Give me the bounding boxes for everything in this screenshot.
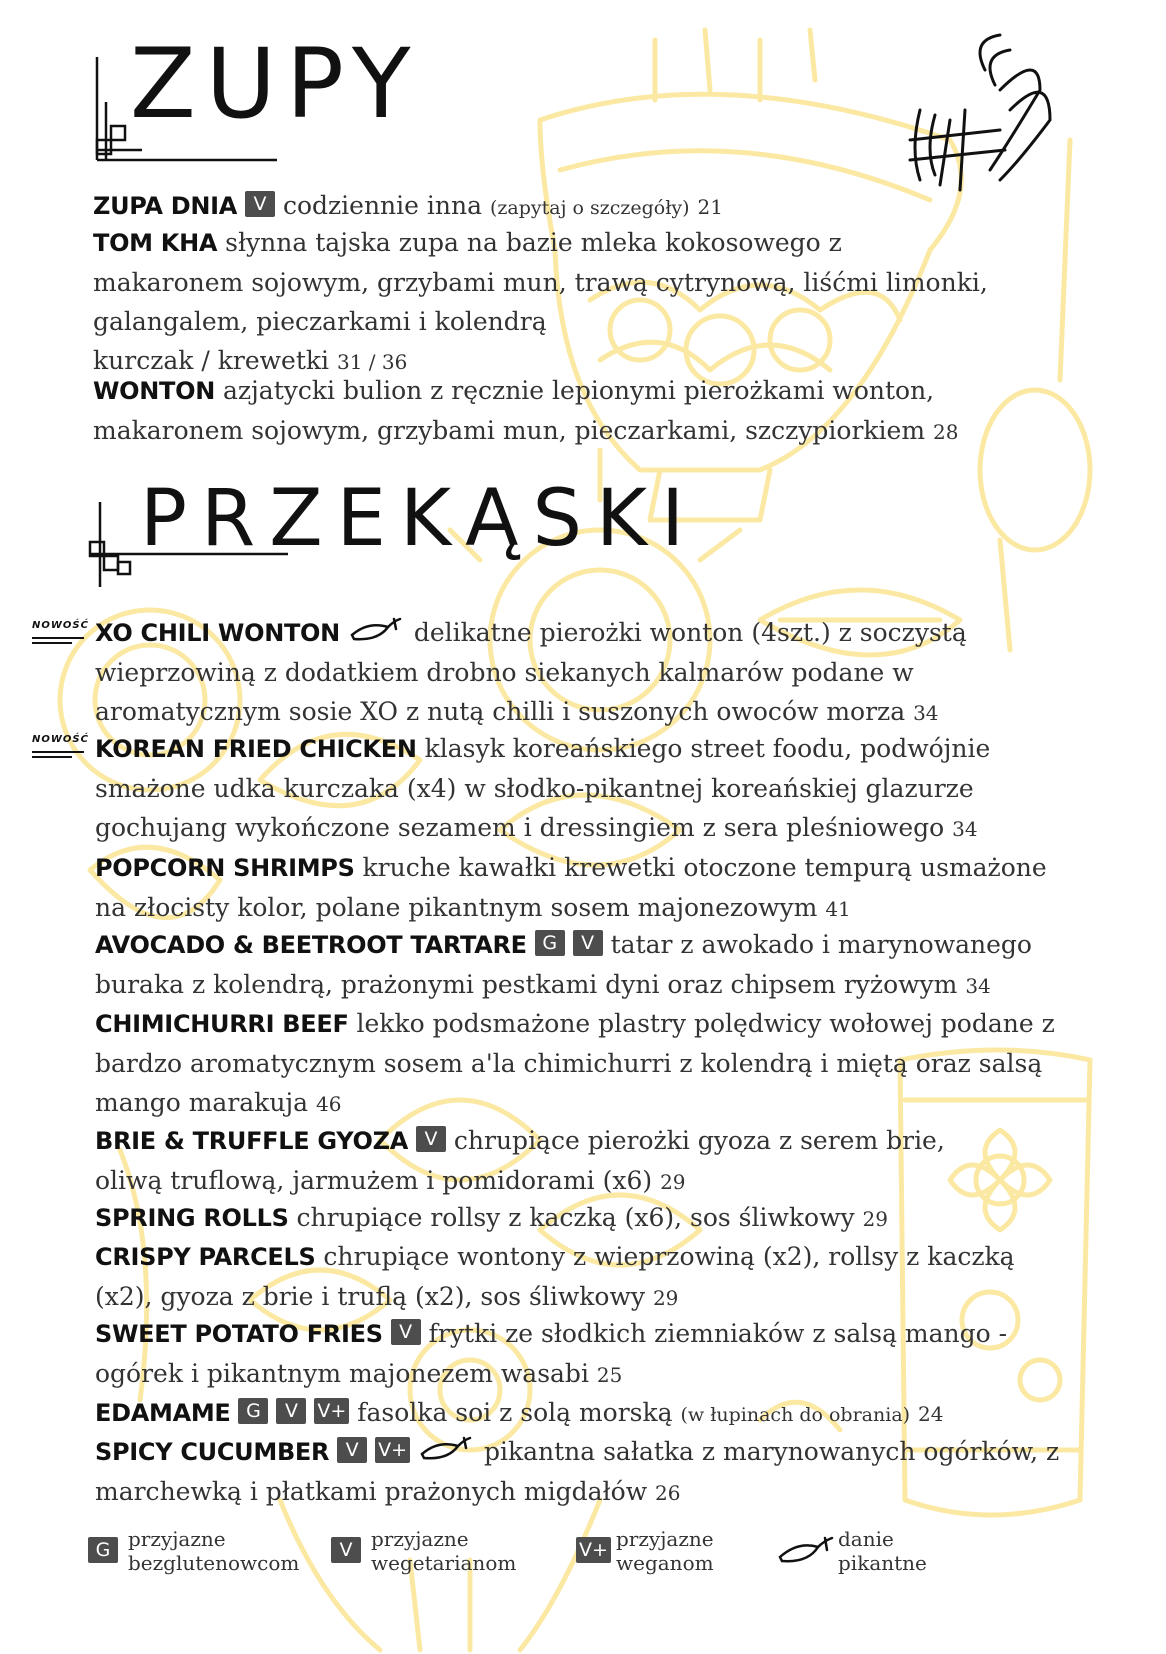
item-name: SPRING ROLLS [95,1204,289,1232]
vegetarian-badge: V [276,1398,306,1424]
menu-item-brie-truffle-gyoza [95,1121,995,1202]
item-description: fasolka soi z solą morską [357,1398,673,1427]
vegan-badge: V+ [576,1537,611,1563]
item-name: SPICY CUCUMBER [95,1438,330,1466]
item-description: codziennie inna [282,191,482,220]
item-name: SWEET POTATO FRIES [95,1320,383,1348]
legend-text: przyjazne bezglutenowcom [128,1527,300,1575]
menu-item-xo-chili-wonton [95,613,975,733]
item-price: 29 [652,1286,679,1310]
item-description: pikantna sałatka z marynowanych ogórków, z marchewką i płatkami prażonych migdałów [95,1437,1060,1506]
section-heading-zupy: ZUPY [130,28,421,140]
item-price: 34 [913,701,939,725]
item-price: 24 [918,1402,944,1426]
menu-item-edamame [95,1393,1095,1435]
menu-item-sweet-potato-fries [95,1314,1075,1395]
item-description: chrupiące wontony z wieprzowiną (x2), rollsy z kaczką (x2), gyoza z brie i truflą (x2), sos śliwkowy [95,1242,1015,1311]
item-description: kruche kawałki krewetki otoczone tempurą usmażone na złocisty kolor, polane pikantnym sosem majonezowym [95,853,1047,922]
legend-gluten-free [88,1527,328,1577]
item-price: 41 [825,897,851,921]
legend-spicy [776,1527,976,1577]
new-item-label: NOWOŚĆ [32,620,90,650]
legend-text: przyjazne wegetarianom [371,1527,517,1575]
item-note: (w łupinach do obrania) [680,1404,911,1426]
menu-item-spicy-cucumber [95,1432,1095,1513]
item-description: klasyk koreańskiego street foodu, podwójnie smażone udka kurczaka (x4) w słodko-pikantnej koreańskiej glazurze gochujang wykończone sezamem i dressingiem z sera pleśniowego [95,734,991,842]
vegetarian-badge: V [245,191,275,217]
item-name: POPCORN SHRIMPS [95,854,355,882]
gluten-free-badge: G [535,930,565,956]
section-heading-przekaski: PRZEKĄSKI [140,474,699,564]
item-description: tatar z awokado i marynowanego buraka z kolendrą, prażonymi pestkami dyni oraz chipsem ryżowym [95,930,1032,999]
menu-item-chimichurri-beef [95,1004,1085,1124]
menu-item-spring-rolls [95,1198,1075,1239]
item-price: 26 [655,1481,681,1505]
legend-vegetarian [331,1527,561,1577]
item-price: 46 [316,1092,342,1116]
legend-text: przyjazne weganom [616,1527,714,1575]
item-name: CHIMICHURRI BEEF [95,1010,349,1038]
item-price: 34 [965,974,991,998]
menu-item-korean-fried-chicken [95,729,1045,849]
vegan-badge: V+ [314,1398,349,1424]
legend-text: danie pikantne [838,1527,927,1575]
item-price: 25 [596,1363,623,1387]
menu-item-avocado-beetroot-tartare [95,925,1055,1006]
vegan-badge: V+ [375,1437,410,1463]
item-name: AVOCADO & BEETROOT TARTARE [95,931,527,959]
item-price: 28 [933,420,959,444]
item-description: chrupiące rollsy z kaczką (x6), sos śliwkowy [296,1203,855,1232]
gluten-free-badge: G [238,1398,268,1424]
item-price: 21 [697,195,723,219]
gluten-free-badge: G [88,1537,118,1563]
item-name: XO CHILI WONTON [95,619,340,647]
item-description: azjatycki bulion z ręcznie lepionymi pierożkami wonton, makaronem sojowym, grzybami mun, pieczarkami, szczypiorkiem [93,376,935,445]
item-name: BRIE & TRUFFLE GYOZA [95,1127,408,1155]
item-description: delikatne pierożki wonton (4szt.) z soczystą wieprzowiną z dodatkiem drobno siekanych kalmarów podane w aromatycznym sosie XO z nutą chilli i suszonych owoców morza [95,618,967,726]
item-price: 31 / 36 [336,350,408,374]
menu-item-wonton [93,371,963,452]
item-name: CRISPY PARCELS [95,1243,316,1271]
item-variant: kurczak / krewetki [93,346,330,375]
chili-icon [776,1533,836,1567]
vegetarian-badge: V [337,1437,367,1463]
chili-icon [348,615,406,643]
chili-icon [418,1434,476,1462]
menu-item-crispy-parcels [95,1237,1055,1318]
vegetarian-badge: V [573,930,603,956]
item-description: słynna tajska zupa na bazie mleka kokosowego z makaronem sojowym, grzybami mun, trawą cytrynową, liśćmi limonki, galangalem, pieczarkami i kolendrą [93,228,988,336]
item-name: ZUPA DNIA [93,192,238,220]
item-name: WONTON [93,377,216,405]
vegetarian-badge: V [416,1126,446,1152]
item-description: frytki ze słodkich ziemniaków z salsą mango - ogórek i pikantnym majonezem wasabi [95,1319,1008,1388]
hash-doodle [880,30,1080,210]
item-price: 29 [862,1207,888,1231]
new-item-label: NOWOŚĆ [32,734,90,764]
item-name: EDAMAME [95,1399,231,1427]
item-description: lekko podsmażone plastry polędwicy wołowej podane z bardzo aromatycznym sosem a'la chimichurri z kolendrą i miętą oraz salsą mango marakuja [95,1009,1055,1117]
item-name: KOREAN FRIED CHICKEN [95,735,417,763]
vegetarian-badge: V [331,1537,361,1563]
item-price: 29 [660,1170,686,1194]
legend-vegan [576,1527,776,1577]
item-price: 34 [952,817,978,841]
menu-item-zupa-dnia [93,186,1093,228]
item-description: chrupiące pierożki gyoza z serem brie, oliwą truflową, jarmużem i pomidorami (x6) [95,1126,945,1195]
item-name: TOM KHA [93,229,218,257]
vegetarian-badge: V [391,1319,421,1345]
item-note: (zapytaj o szczegóły) [489,197,690,219]
menu-item-popcorn-shrimps [95,848,1055,929]
menu-item-tom-kha [93,223,993,382]
